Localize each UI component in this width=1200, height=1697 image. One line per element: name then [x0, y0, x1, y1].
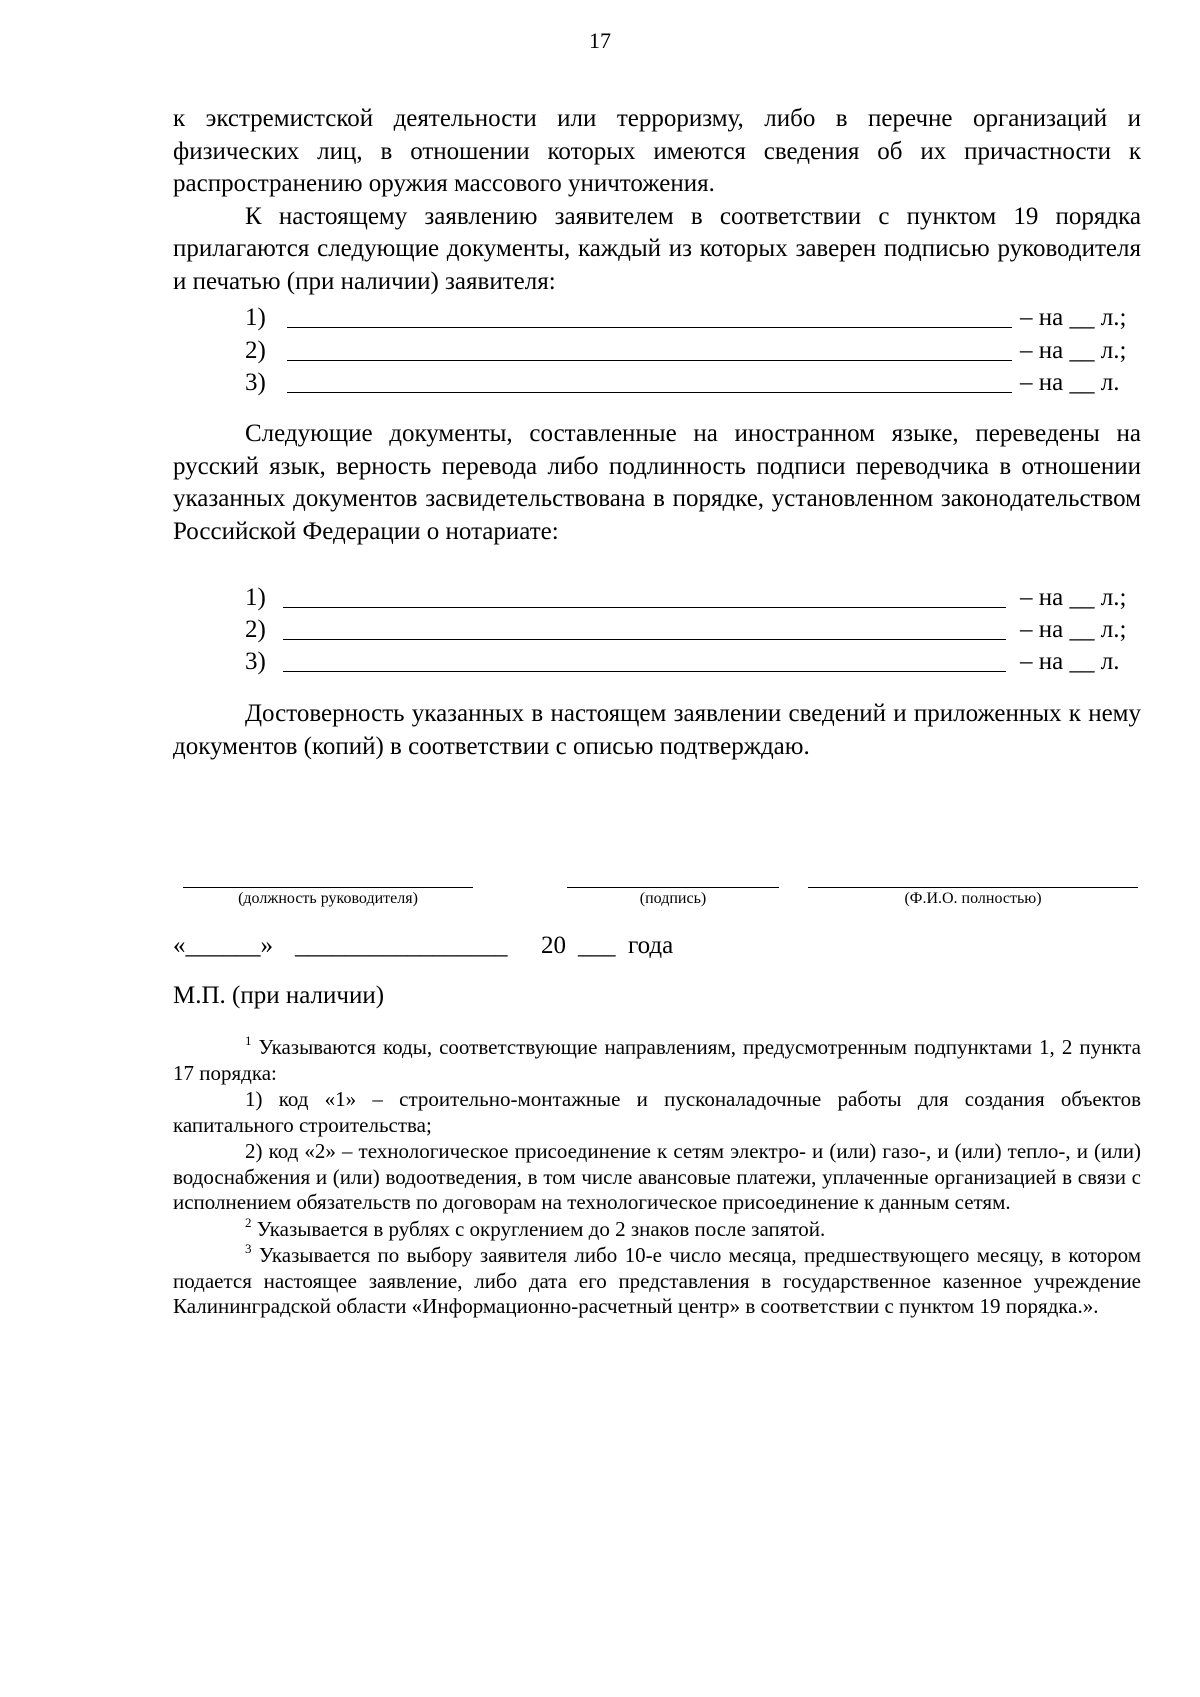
position-caption: (должность руководителя): [238, 890, 418, 907]
attachment-number: 3): [245, 369, 266, 396]
translated-blank-line: [283, 607, 1006, 608]
attachment-number: 1): [245, 304, 266, 331]
footnote-3-text: Указывается по выбору заявителя либо 10-е число месяца, предшествующего месяцу, в котором подается настоящее заявление, либо дата его представления в государственное казенное учреждение Калининградской области «Информационно-расчетный центр» в соответствии с пунктом 19 порядка.».: [173, 1243, 1142, 1318]
footnote-1-mark: 1: [245, 1033, 252, 1048]
attachment-pages: – на __ л.: [1020, 369, 1120, 396]
position-signature-line: [183, 887, 473, 888]
date-year-prefix: 20: [541, 932, 566, 959]
translated-pages: – на __ л.;: [1020, 616, 1127, 643]
footnote-2-text: Указывается в рублях с округлением до 2 знаков после запятой.: [256, 1216, 826, 1241]
paragraph-2: К настоящему заявлению заявителем в соответствии с пунктом 19 порядка прилагаются следующие документы, каждый из которых заверен подписью руководителя и печатью (при наличии) заявителя:: [173, 202, 1141, 295]
attachment-blank-line: [287, 392, 1012, 393]
sign-caption: (подпись): [639, 890, 707, 907]
attachment-number: 2): [245, 337, 266, 364]
sign-signature-line: [567, 887, 779, 888]
footnote-1-text: Указываются коды, соответствующие направлениям, предусмотренным подпунктами 1, 2 пункта 17 порядка:: [173, 1035, 1142, 1085]
attachment-row-3: [0, 367, 1200, 399]
paragraph-translation: [173, 418, 1141, 548]
translated-pages: – на __ л.;: [1020, 584, 1127, 611]
translated-number: 1): [245, 584, 266, 611]
paragraph-4: Достоверность указанных в настоящем заявлении сведений и приложенных к нему документов (копий) в соответствии с описью подтверждаю.: [173, 700, 1141, 760]
attachment-row-1: [0, 302, 1200, 334]
paragraph-3: Следующие документы, составленные на иностранном языке, переведены на русский язык, верность перевода либо подлинность подписи переводчика в отношении указанных документов засвидетельствована в порядке, установленном законодательством Российской Федерации о нотариате:: [173, 420, 1141, 545]
attachment-pages: – на __ л.;: [1020, 337, 1127, 364]
attachment-blank-line: [287, 360, 1012, 361]
date-year-blank: ___: [578, 932, 616, 959]
translated-blank-line: [283, 671, 1006, 672]
date-day: «______»: [173, 932, 273, 959]
translated-number: 2): [245, 616, 266, 643]
footnote-3-mark: 3: [245, 1241, 252, 1256]
translated-number: 3): [245, 648, 266, 675]
date-suffix: года: [628, 932, 674, 959]
footnote-2: [173, 1214, 1141, 1243]
date-month-blank: _________________: [295, 932, 508, 959]
stamp-note: М.П. (при наличии): [173, 982, 385, 1009]
date-line: [173, 930, 733, 962]
name-caption: (Ф.И.О. полностью): [904, 890, 1042, 907]
attachment-pages: – на __ л.;: [1020, 304, 1127, 331]
footnote-1-item-2: 2) код «2» – технологическое присоединение к сетям электро- и (или) газо-, и (или) тепло-, и (или) водоснабжения и (или) водоотведения, в том числе авансовые платежи, уплаченные организацией в связи с исполнением обязательств по договорам на технологическое присоединение к данным сетям.: [173, 1139, 1141, 1214]
attachment-row-2: [0, 335, 1200, 367]
page-number: 17: [589, 28, 611, 53]
name-signature-line: [808, 887, 1138, 888]
translated-pages: – на __ л.: [1020, 648, 1120, 675]
paragraph-continuation: [173, 103, 1141, 298]
translated-row-3: [0, 646, 1200, 678]
paragraph-1: к экстремистской деятельности или терроризму, либо в перечне организаций и физических лиц, в отношении которых имеются сведения об их причастности к распространению оружия массового уничтожения.: [173, 105, 1141, 197]
paragraph-confirmation: [173, 698, 1141, 763]
attachment-blank-line: [287, 327, 1012, 328]
footnotes: [173, 1035, 1141, 1321]
footnote-1: [173, 1035, 1141, 1086]
footnote-2-mark: 2: [245, 1214, 252, 1230]
translated-blank-line: [283, 639, 1006, 640]
footnote-1-item-1: 1) код «1» – строительно-монтажные и пусконаладочные работы для создания объектов капитального строительства;: [173, 1087, 1141, 1137]
translated-row-1: [0, 582, 1200, 614]
translated-row-2: [0, 614, 1200, 646]
footnote-3: [173, 1243, 1141, 1320]
